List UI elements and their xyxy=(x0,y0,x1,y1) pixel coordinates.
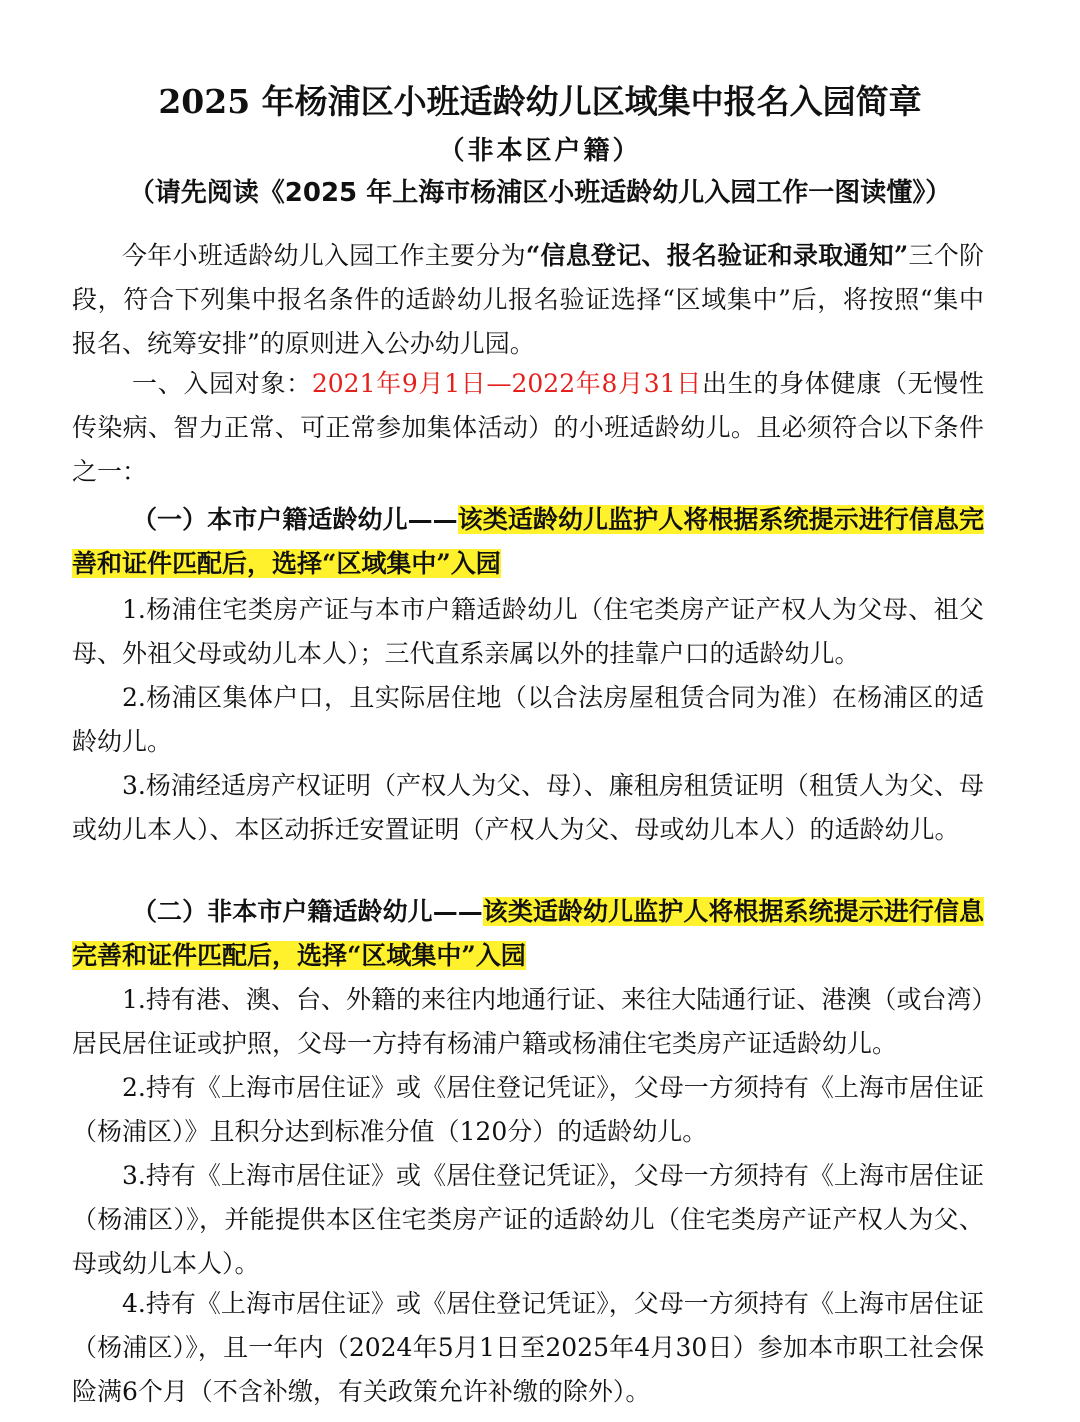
section-admission-target: 一、入园对象：2021年9月1日—2022年8月31日出生的身体健康（无慢性传染病、智力正常、可正常参加集体活动）的小班适龄幼儿。且必须符合以下条件之一： xyxy=(72,369,984,486)
group-a-item: 3.杨浦经适房产权证明（产权人为父、母）、廉租房租赁证明（租赁人为父、母或幼儿本人）、本区动拆迁安置证明（产权人为父、母或幼儿本人）的适龄幼儿。 xyxy=(72,771,984,844)
group-b-item: 2.持有《上海市居住证》或《居住登记凭证》，父母一方须持有《上海市居住证（杨浦区）》且积分达到标准分值（120分）的适龄幼儿。 xyxy=(72,1073,984,1146)
intro-stages: “信息登记、报名验证和录取通知” xyxy=(525,241,909,270)
group-b-item: 3.持有《上海市居住证》或《居住登记凭证》，父母一方须持有《上海市居住证（杨浦区）》，并能提供本区住宅类房产证的适龄幼儿（住宅类房产证产权人为父、母或幼儿本人）。 xyxy=(72,1161,984,1278)
reading-note: （请先阅读《2025 年上海市杨浦区小班适龄幼儿入园工作一图读懂》） xyxy=(128,178,952,208)
group-a-item: 1.杨浦住宅类房产证与本市户籍适龄幼儿（住宅类房产证产权人为父母、祖父母、外祖父母或幼儿本人）；三代直系亲属以外的挂靠户口的适龄幼儿。 xyxy=(72,595,984,668)
group-a-heading: （一）本市户籍适龄幼儿——该类适龄幼儿监护人将根据系统提示进行信息完善和证件匹配后，选择“区域集中”入园 xyxy=(72,505,984,578)
group-b-heading: （二）非本市户籍适龄幼儿——该类适龄幼儿监护人将根据系统提示进行信息完善和证件匹配后，选择“区域集中”入园 xyxy=(72,897,984,970)
document-subtitle: （非本区户籍） xyxy=(438,136,642,166)
birth-date-range: 2021年9月1日—2022年8月31日 xyxy=(311,369,703,398)
group-a-highlight: 该类适龄幼儿监护人将根据系统提示进行信息完善和证件匹配后，选择“区域集中”入园 xyxy=(72,505,984,578)
group-b-highlight: 该类适龄幼儿监护人将根据系统提示进行信息完善和证件匹配后，选择“区域集中”入园 xyxy=(72,897,984,970)
document-title: 2025 年杨浦区小班适龄幼儿区域集中报名入园简章 xyxy=(158,82,922,121)
group-a-item: 2.杨浦区集体户口，且实际居住地（以合法房屋租赁合同为准）在杨浦区的适龄幼儿。 xyxy=(72,683,984,756)
intro-paragraph: 今年小班适龄幼儿入园工作主要分为“信息登记、报名验证和录取通知”三个阶段，符合下列集中报名条件的适龄幼儿报名验证选择“区域集中”后，将按照“集中报名、统筹安排”的原则进入公办幼儿园。 xyxy=(72,241,984,358)
group-b-item: 1.持有港、澳、台、外籍的来往内地通行证、来往大陆通行证、港澳（或台湾）居民居住证或护照，父母一方持有杨浦户籍或杨浦住宅类房产证适龄幼儿。 xyxy=(72,985,984,1058)
group-b-item: 4.持有《上海市居住证》或《居住登记凭证》，父母一方须持有《上海市居住证（杨浦区）》，且一年内（2024年5月1日至2025年4月30日）参加本市职工社会保险满6个月（不含补缴，有关政策允许补缴的除外）。 xyxy=(72,1289,984,1406)
